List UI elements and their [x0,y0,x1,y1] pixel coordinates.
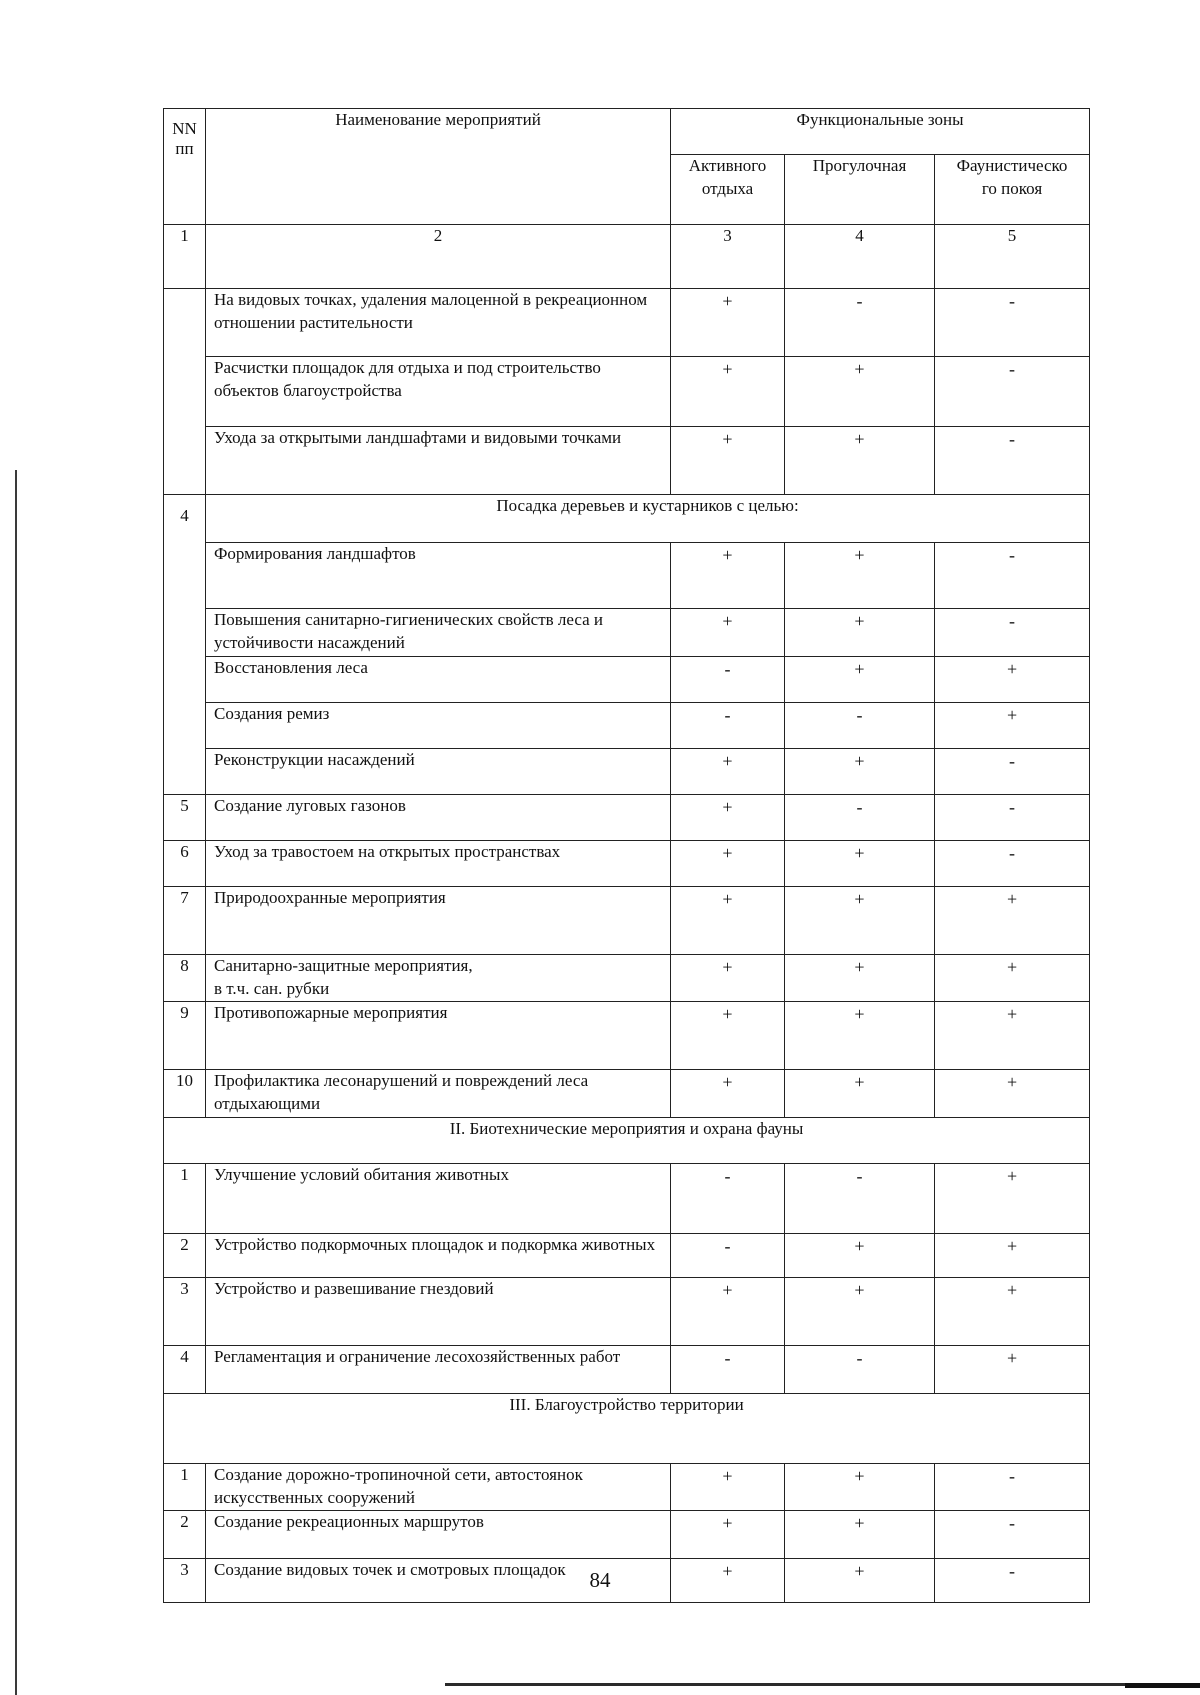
column-number: 1 [164,225,206,289]
zone-mark: + [785,657,935,703]
zone-mark: + [785,1463,935,1510]
zone-mark: + [671,609,785,657]
row-name: Устройство подкормочных площадок и подкормка животных [206,1233,671,1277]
row-number: 4 [164,1345,206,1393]
table-row [164,1069,1090,1117]
zone-mark: + [785,955,935,1002]
zone-mark: + [785,841,935,887]
table-row [164,289,1090,357]
zone-mark: - [671,1163,785,1233]
zone-mark: + [935,887,1090,955]
zone-mark: + [785,749,935,795]
row-number: 3 [164,1277,206,1345]
row-name: На видовых точках, удаления малоценной в рекреационном отношении растительности [206,289,671,357]
zone-mark: + [785,1069,935,1117]
zone-mark: - [671,1345,785,1393]
zone-mark: + [785,609,935,657]
zone-mark: - [785,795,935,841]
header-zone: Активного отдыха [671,155,785,225]
row-number: 4 [164,495,206,795]
zone-mark: - [935,749,1090,795]
row-number: 1 [164,1463,206,1510]
zone-mark: + [785,427,935,495]
zone-mark: + [935,1001,1090,1069]
header-zone: Фаунистическо го покоя [935,155,1090,225]
zone-mark: - [935,1558,1090,1602]
row-name: Профилактика лесонарушений и повреждений леса отдыхающими [206,1069,671,1117]
zone-mark: - [671,1233,785,1277]
row-name: Природоохранные мероприятия [206,887,671,955]
row-name: Устройство и развешивание гнездовий [206,1277,671,1345]
row-number: 6 [164,841,206,887]
zone-mark: + [785,357,935,427]
zone-mark: + [671,1001,785,1069]
column-number-row [164,225,1090,289]
zone-mark: + [785,1558,935,1602]
zone-mark: + [671,1069,785,1117]
table-row [164,795,1090,841]
row-number: 2 [164,1510,206,1558]
zone-mark: + [671,749,785,795]
table-row [164,1510,1090,1558]
column-number: 2 [206,225,671,289]
row-name: Ухода за открытыми ландшафтами и видовыми точками [206,427,671,495]
zone-mark: - [935,289,1090,357]
row-name: Улучшение условий обитания животных [206,1163,671,1233]
row-name: Создание дорожно-тропиночной сети, автостоянок искусственных сооружений [206,1463,671,1510]
zone-mark: - [935,795,1090,841]
zone-mark: + [935,1163,1090,1233]
measures-table [163,108,1090,1603]
zone-mark: + [935,657,1090,703]
zone-mark: - [785,289,935,357]
zone-mark: + [671,427,785,495]
zone-mark: - [785,703,935,749]
table-row [164,357,1090,427]
zone-mark: + [785,1233,935,1277]
row-number: 8 [164,955,206,1002]
zone-mark: - [935,1510,1090,1558]
table-row [164,749,1090,795]
table-row [164,427,1090,495]
zone-mark: + [671,543,785,609]
row-name: Противопожарные мероприятия [206,1001,671,1069]
row-name: Уход за травостоем на открытых пространствах [206,841,671,887]
zone-mark: - [935,427,1090,495]
section-heading: II. Биотехнические мероприятия и охрана фауны [164,1117,1090,1163]
zone-mark: + [671,795,785,841]
zone-mark: + [935,703,1090,749]
zone-mark: + [785,1510,935,1558]
zone-mark: - [671,703,785,749]
row-name: Регламентация и ограничение лесохозяйственных работ [206,1345,671,1393]
row-name: Формирования ландшафтов [206,543,671,609]
zone-mark: + [671,1463,785,1510]
zone-mark: + [671,887,785,955]
zone-mark: + [785,1001,935,1069]
row-name: Создание рекреационных маршрутов [206,1510,671,1558]
section-row [164,1117,1090,1163]
section-row [164,1393,1090,1463]
table-row [164,887,1090,955]
scan-edge-bottom-thick [1125,1683,1200,1688]
row-name: Создание луговых газонов [206,795,671,841]
header-name: Наименование мероприятий [206,109,671,225]
table-row [164,703,1090,749]
zone-mark: + [671,289,785,357]
row-number: 9 [164,1001,206,1069]
table-row [164,657,1090,703]
header-num: NN пп [164,109,206,225]
zone-mark: + [935,1345,1090,1393]
table-row [164,1233,1090,1277]
row-name: Восстановления леса [206,657,671,703]
scan-edge-bottom [445,1683,1200,1686]
table-row [164,1463,1090,1510]
zone-mark: + [671,841,785,887]
row-number: 3 [164,1558,206,1602]
row-number: 7 [164,887,206,955]
zone-mark: + [671,1277,785,1345]
header-zones-title: Функциональные зоны [671,109,1090,155]
row-name: Создания ремиз [206,703,671,749]
table-row [164,1345,1090,1393]
table-row [164,543,1090,609]
row-number: 1 [164,1163,206,1233]
zone-mark: + [671,1510,785,1558]
zone-mark: - [671,657,785,703]
zone-mark: + [935,1277,1090,1345]
zone-mark: - [935,609,1090,657]
zone-mark: + [935,955,1090,1002]
row-name: Расчистки площадок для отдыха и под строительство объектов благоустройства [206,357,671,427]
zone-mark: - [785,1163,935,1233]
table-row [164,955,1090,1002]
zone-mark: - [935,543,1090,609]
row-number [164,289,206,495]
scan-edge-left [15,470,17,1695]
row-name: Санитарно-защитные мероприятия, в т.ч. сан. рубки [206,955,671,1002]
page-number: 84 [589,1568,611,1592]
column-number: 4 [785,225,935,289]
zone-mark: + [785,543,935,609]
column-number: 5 [935,225,1090,289]
row-number: 5 [164,795,206,841]
row-number: 10 [164,1069,206,1117]
zone-mark: + [671,1558,785,1602]
zone-mark: + [935,1233,1090,1277]
table-row [164,609,1090,657]
column-number: 3 [671,225,785,289]
table-row [164,1001,1090,1069]
row-name: Создание видовых точек и смотровых площадок [206,1558,671,1602]
section-heading: III. Благоустройство территории [164,1393,1090,1463]
table-row [164,841,1090,887]
zone-mark: + [671,955,785,1002]
table-row [164,1163,1090,1233]
zone-mark: - [935,1463,1090,1510]
zone-mark: + [671,357,785,427]
zone-mark: + [785,1277,935,1345]
row-name: Повышения санитарно-гигиенических свойств леса и устойчивости насаждений [206,609,671,657]
header-row [164,109,1090,155]
header-zone: Прогулочная [785,155,935,225]
zone-mark: - [935,841,1090,887]
row-number: 2 [164,1233,206,1277]
group-heading-row [164,495,1090,543]
row-name: Реконструкции насаждений [206,749,671,795]
zone-mark: + [785,887,935,955]
zone-mark: + [935,1069,1090,1117]
table-row [164,1277,1090,1345]
zone-mark: - [785,1345,935,1393]
group-heading: Посадка деревьев и кустарников с целью: [206,495,1090,543]
zone-mark: - [935,357,1090,427]
